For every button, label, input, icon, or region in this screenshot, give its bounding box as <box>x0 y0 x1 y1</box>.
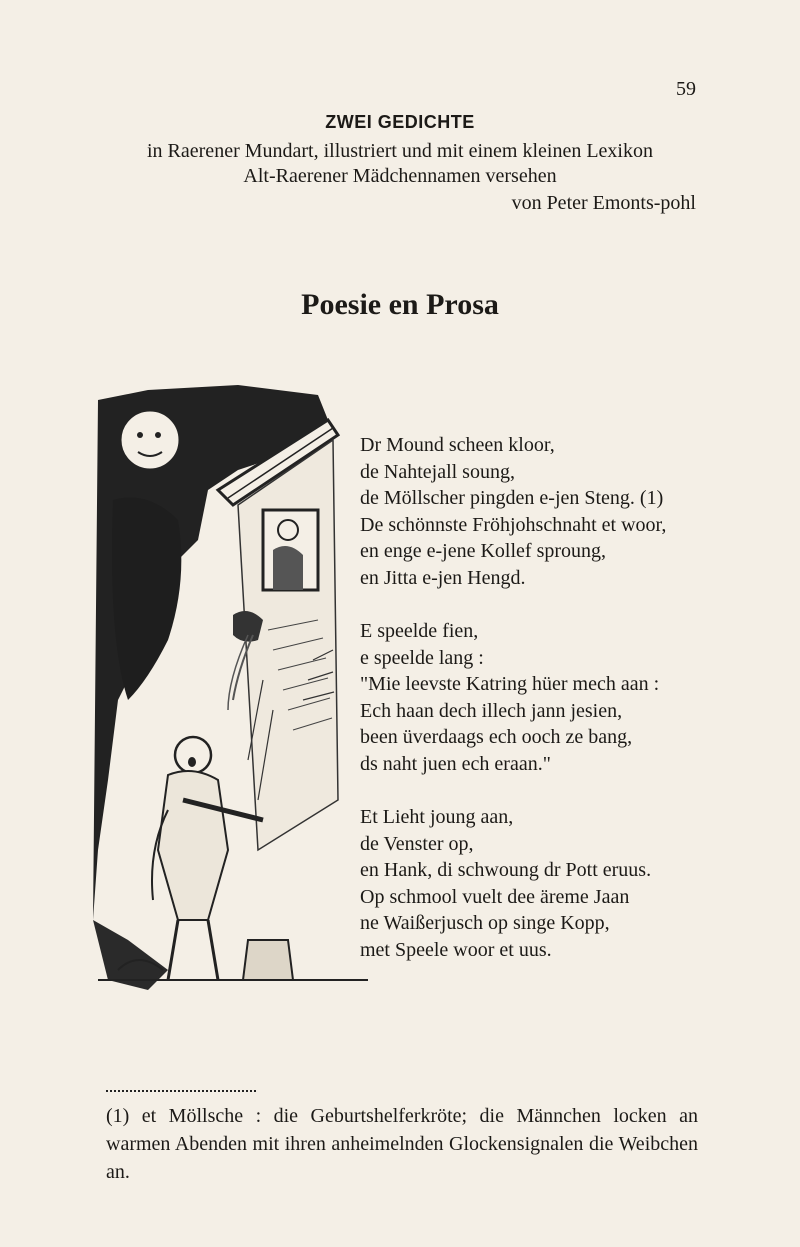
poem-stanza-1 <box>360 432 666 592</box>
poem-line: en Jitta e-jen Hengd. <box>360 566 526 589</box>
poem-line: en Hank, di schwoung dr Pott eruus. <box>360 859 652 882</box>
poem-line: De schönnste Fröhjohschnaht et woor, <box>360 513 667 536</box>
section-title: ZWEI GEDICHTE <box>325 112 475 132</box>
poem-line: Et Lieht joung aan, <box>360 806 514 828</box>
poem-line: Dr Mound scheen kloor, <box>360 434 555 456</box>
page-number: 59 <box>676 78 696 100</box>
moon <box>120 410 180 470</box>
poem-line: "Mie leevste Katring hüer mech aan : <box>360 673 660 696</box>
poem-line: en enge e-jene Kollef sproung, <box>360 540 607 563</box>
poem-line: ds naht juen ech eraan." <box>360 752 551 775</box>
poem-line: de Venster op, <box>360 832 474 855</box>
poem-line: ne Waißerjusch op singe Kopp, <box>360 912 610 935</box>
poem-line: Ech haan dech illech jann jesien, <box>360 699 623 722</box>
subtitle-line-1: in Raerener Mundart, illustriert und mit einem kleinen Lexikon <box>147 140 653 162</box>
poem-title: Poesie en Prosa <box>301 288 499 321</box>
ink-illustration <box>88 380 378 1005</box>
poem-line: de Möllscher pingden e-jen Steng. (1) <box>360 487 664 510</box>
poem-line: Op schmool vuelt dee äreme Jaan <box>360 885 630 908</box>
poem-line: E speelde fien, <box>360 620 479 642</box>
poem-line: met Speele woor et uus. <box>360 938 552 961</box>
poem-stanza-3 <box>360 804 651 964</box>
poem-line: e speelde lang : <box>360 646 484 669</box>
author-line: von Peter Emonts-pohl <box>511 192 696 214</box>
poem-stanza-2 <box>360 618 659 778</box>
poem-line: been üverdaags ech ooch ze bang, <box>360 726 633 749</box>
poem-line: de Nahtejall soung, <box>360 460 515 483</box>
footnote-text: (1) et Möllsche : die Geburtshelferkröte; die Männchen locken an warmen Abenden mit ihren anheimelnden Glockensignalen die Weibchen an. <box>106 1105 698 1183</box>
subtitle-line-2: Alt-Raerener Mädchennamen versehen <box>243 165 557 187</box>
footnote-divider <box>106 1090 256 1092</box>
